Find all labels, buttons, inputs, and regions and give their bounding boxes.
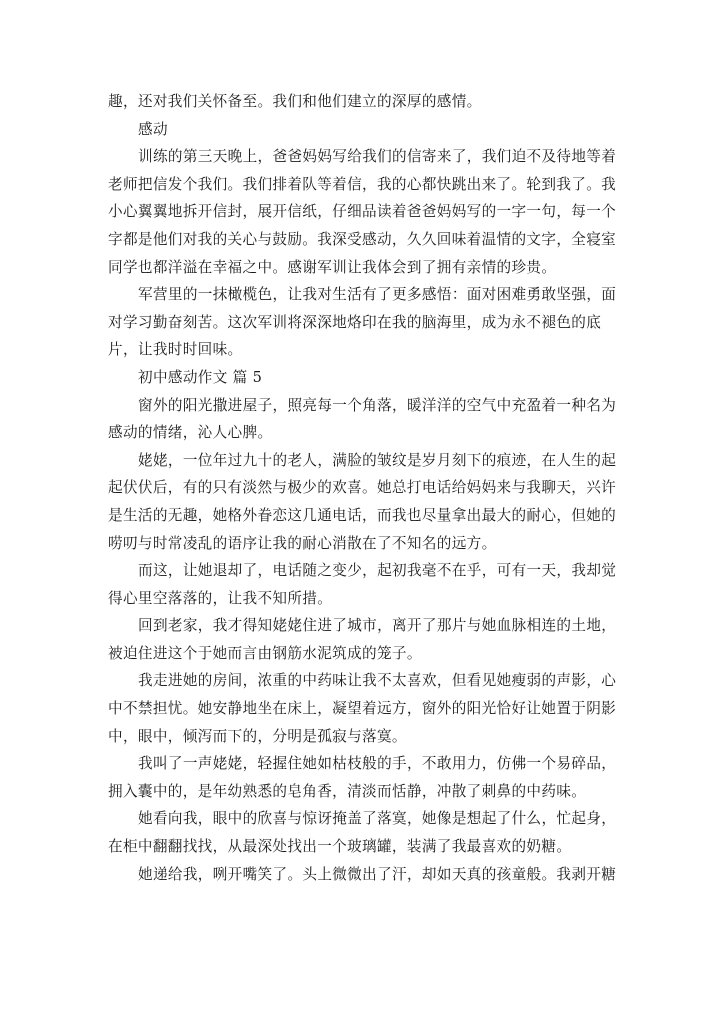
text-line: 她递给我，咧开嘴笑了。头上微微出了汗，却如天真的孩童般。我剥开糖	[138, 865, 617, 883]
text-line: 老师把信发个我们。我们排着队等着信，我的心都快跳出来了。轮到我了。我	[108, 175, 617, 193]
text-line: 回到老家，我才得知姥姥住进了城市，离开了那片与她血脉相连的土地，	[138, 617, 617, 635]
text-line: 被迫住进这个于她而言由钢筋水泥筑成的笼子。	[108, 644, 422, 662]
section-heading: 感动	[138, 120, 168, 138]
text-line: 中，眼中，倾泻而下的，分明是孤寂与落寞。	[108, 727, 407, 745]
text-line: 在柜中翻翻找找，从最深处找出一个玻璃罐，装满了我最喜欢的奶糖。	[108, 838, 572, 856]
text-line: 趣，还对我们关怀备至。我们和他们建立的深厚的感情。	[108, 93, 482, 110]
text-line: 窗外的阳光撒进屋子，照亮每一个角落，暖洋洋的空气中充盈着一种名为	[138, 396, 617, 414]
text-line: 唠叨与时常凌乱的语序让我的耐心消散在了不知名的远方。	[108, 534, 497, 552]
text-line: 小心翼翼地拆开信封，展开信纸，仔细品读着爸爸妈妈写的一字一句，每一个	[108, 203, 617, 221]
text-line: 而这，让她退却了，电话随之变少，起初我毫不在乎，可有一天，我却觉	[138, 562, 617, 580]
text-line: 军营里的一抹橄榄色，让我对生活有了更多感悟：面对困难勇敢坚强，面	[138, 286, 617, 304]
text-line: 姥姥，一位年过九十的老人，满脸的皱纹是岁月刻下的痕迹，在人生的起	[138, 451, 617, 469]
article-title: 初中感动作文 篇 5	[138, 368, 263, 386]
text-line: 我叫了一声姥姥，轻握住她如枯枝般的手，不敢用力，仿佛一个易碎品，	[138, 755, 617, 773]
text-line: 中不禁担忧。她安静地坐在床上，凝望着远方，窗外的阳光恰好让她置于阴影	[108, 700, 617, 718]
text-line: 我走进她的房间，浓重的中药味让我不太喜欢，但看见她瘦弱的声影，心	[138, 672, 617, 690]
text-line: 是生活的无趣，她格外眷恋这几通电话，而我也尽量拿出最大的耐心，但她的	[108, 506, 617, 524]
text-line: 对学习勤奋刻苦。这次军训将深深地烙印在我的脑海里，成为永不褪色的底	[108, 313, 602, 331]
document-page	[108, 88, 617, 888]
text-line: 片，让我时时回味。	[108, 341, 243, 359]
text-line: 感动的情绪，沁人心脾。	[108, 424, 273, 442]
text-line: 同学也都洋溢在幸福之中。感谢军训让我体会到了拥有亲情的珍贵。	[108, 258, 557, 276]
text-line: 起伏伏后，有的只有淡然与极少的欢喜。她总打电话给妈妈来与我聊天，兴许	[108, 479, 617, 497]
text-line: 训练的第三天晚上，爸爸妈妈写给我们的信寄来了，我们迫不及待地等着	[138, 148, 617, 166]
text-line: 得心里空落落的，让我不知所措。	[108, 589, 333, 607]
text-line: 拥入囊中的，是年幼熟悉的皂角香，清淡而恬静，冲散了刺鼻的中药味。	[108, 782, 587, 800]
text-line: 她看向我，眼中的欣喜与惊讶掩盖了落寞，她像是想起了什么，忙起身，	[138, 810, 617, 828]
text-line: 字都是他们对我的关心与鼓励。我深受感动，久久回味着温情的文字，全寝室	[108, 230, 617, 248]
